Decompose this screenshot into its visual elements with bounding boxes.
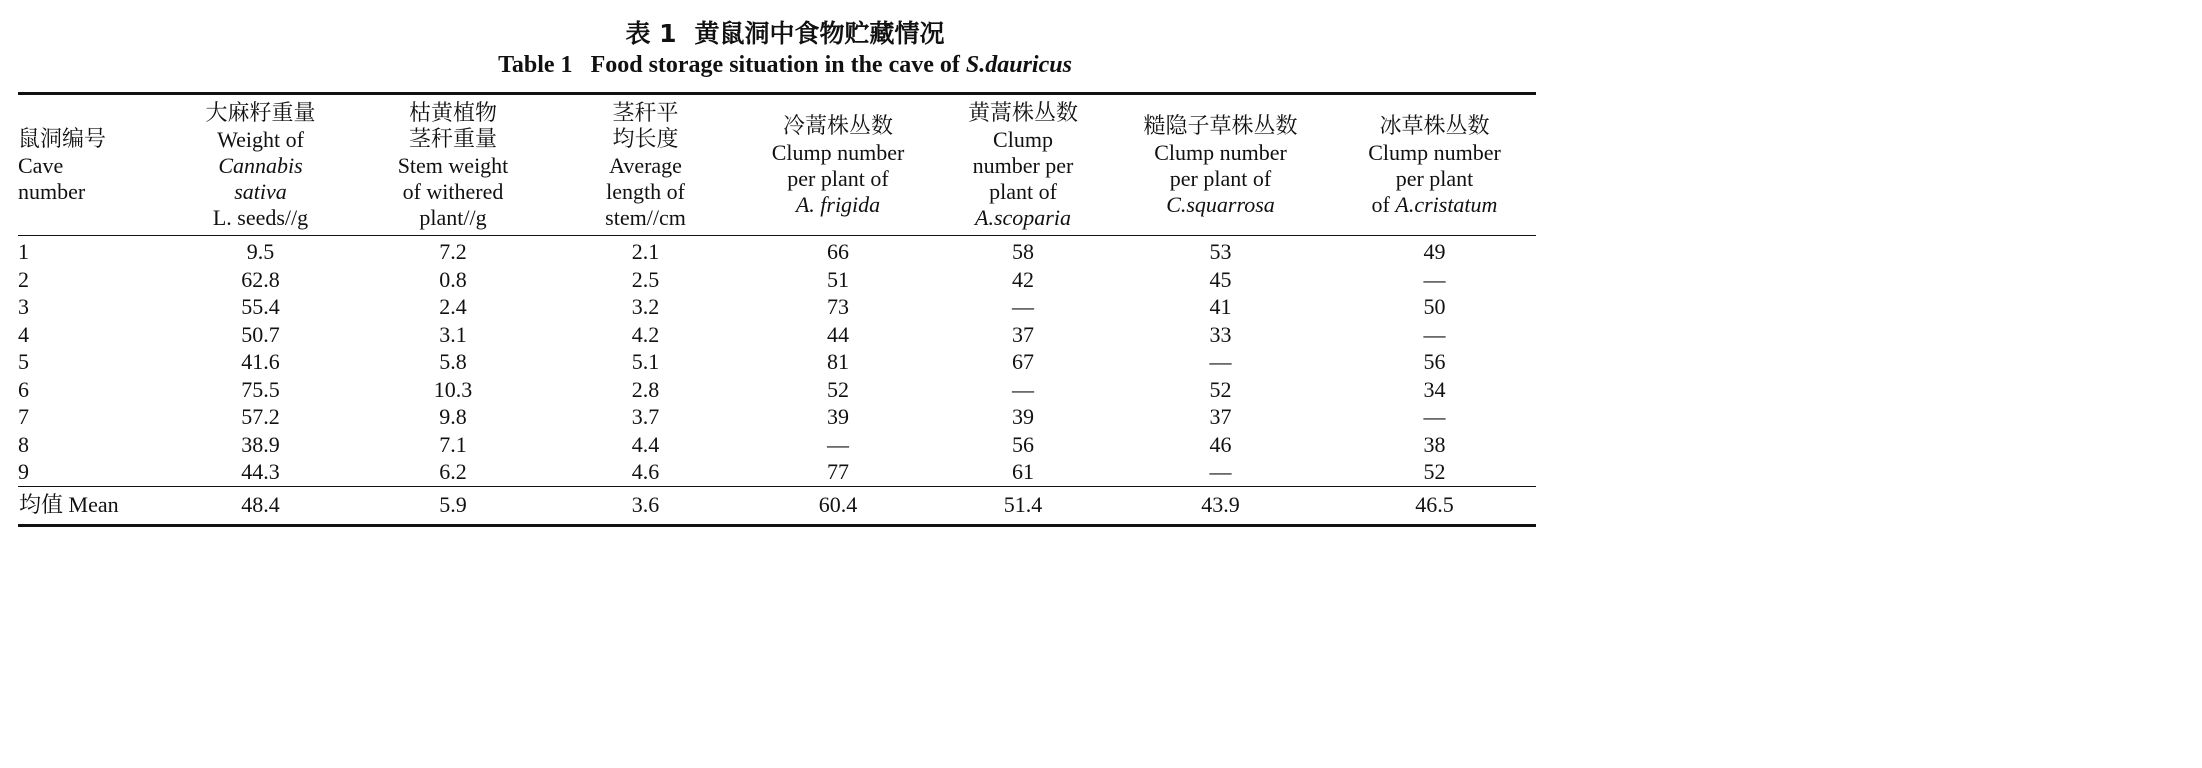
table-caption-species: S.dauricus bbox=[965, 52, 1072, 78]
table-cell: 45 bbox=[1209, 266, 1232, 292]
column-header-cn: 黄蒿株丛数 bbox=[967, 101, 1078, 126]
table-cell: 75.5 bbox=[241, 376, 280, 402]
table-cell: 56 bbox=[1012, 431, 1034, 457]
column-header-en: plant//g bbox=[419, 205, 487, 230]
table-cell: 4.4 bbox=[631, 431, 660, 457]
header-row bbox=[18, 94, 1536, 236]
table-row bbox=[18, 376, 1536, 404]
table-label-cn: 表 1 bbox=[625, 19, 677, 48]
table-cell: 3.2 bbox=[631, 294, 660, 319]
cave-number-cell: 1 bbox=[18, 239, 29, 264]
table-cell: — bbox=[827, 431, 849, 457]
table-row bbox=[18, 321, 1536, 349]
table-title-en bbox=[0, 52, 1570, 79]
table-row bbox=[18, 348, 1536, 376]
column-header-en: Clump number bbox=[771, 140, 905, 165]
table-cell: — bbox=[1423, 321, 1446, 347]
column-header-en: Average bbox=[609, 153, 682, 178]
table-cell: — bbox=[1423, 266, 1446, 292]
table-cell: — bbox=[1209, 459, 1232, 484]
column-header-en: Clump number bbox=[1368, 140, 1501, 165]
mean-value-cell: 5.9 bbox=[439, 492, 467, 517]
table-cell: 2.1 bbox=[631, 239, 660, 264]
column-header bbox=[18, 94, 168, 236]
table-caption-cn: 黄鼠洞中食物贮藏情况 bbox=[694, 19, 945, 48]
table-cell: — bbox=[1012, 376, 1034, 402]
column-header-en: length of bbox=[606, 179, 685, 204]
table-cell: 9.5 bbox=[246, 239, 275, 264]
table-row bbox=[18, 431, 1536, 459]
table-cell: 51 bbox=[827, 266, 849, 292]
mean-value-cell: 51.4 bbox=[1003, 492, 1043, 517]
column-header-en: number bbox=[18, 179, 86, 204]
column-header-en: L. seeds//g bbox=[212, 205, 309, 230]
table-cell: 73 bbox=[827, 294, 849, 319]
table-cell: 0.8 bbox=[439, 266, 467, 292]
column-header-cn: 鼠洞编号 bbox=[18, 127, 107, 152]
table-cell: 10.3 bbox=[433, 376, 473, 402]
column-header-en: Weight of bbox=[217, 127, 304, 152]
data-table bbox=[18, 92, 1536, 527]
column-header-cn: 枯黄植物 bbox=[408, 101, 497, 126]
table-cell: 42 bbox=[1012, 266, 1034, 292]
cave-number-cell: 5 bbox=[18, 349, 29, 374]
table-cell: 5.1 bbox=[631, 349, 660, 374]
table-body bbox=[18, 236, 1536, 487]
column-header-en: stem//cm bbox=[605, 205, 686, 230]
column-header-en: per plant of bbox=[787, 166, 889, 191]
table-cell: 2.5 bbox=[631, 266, 660, 292]
table-cell: 7.2 bbox=[439, 239, 467, 264]
cave-number-cell: 3 bbox=[18, 294, 29, 319]
table-cell: 39 bbox=[1012, 404, 1034, 429]
table-cell: 5.8 bbox=[439, 349, 467, 374]
column-header bbox=[353, 94, 553, 236]
table-cell: 37 bbox=[1012, 321, 1034, 347]
column-header-species: sativa bbox=[234, 179, 287, 204]
table-cell: — bbox=[1209, 349, 1232, 374]
column-header bbox=[938, 94, 1108, 236]
mean-label-cell bbox=[18, 486, 168, 525]
table-title-cn bbox=[0, 14, 1570, 50]
table-cell: 49 bbox=[1423, 239, 1446, 264]
table-cell: 44 bbox=[827, 321, 849, 347]
column-header-species: C.squarrosa bbox=[1166, 192, 1275, 217]
table-cell: 37 bbox=[1209, 404, 1232, 429]
column-header-en: of A.cristatum bbox=[1371, 192, 1498, 217]
column-header-en: Clump bbox=[993, 127, 1053, 152]
column-header-cn: 冰草株丛数 bbox=[1379, 114, 1490, 139]
table-cell: 2.8 bbox=[631, 376, 660, 402]
table-cell: 66 bbox=[827, 239, 849, 264]
table-cell: 52 bbox=[827, 376, 849, 402]
cave-number-cell: 2 bbox=[18, 266, 29, 292]
column-header-cn: 冷蒿株丛数 bbox=[782, 114, 893, 139]
mean-value-cell: 60.4 bbox=[818, 492, 858, 517]
column-header-cn: 均长度 bbox=[612, 127, 679, 152]
table-cell: 3.7 bbox=[631, 404, 660, 429]
table-cell: — bbox=[1012, 294, 1034, 319]
table-cell: 41.6 bbox=[241, 349, 280, 374]
table-label-en: Table 1 bbox=[498, 52, 573, 78]
table-cell: 57.2 bbox=[241, 404, 280, 429]
table-cell: 53 bbox=[1209, 239, 1232, 264]
table-cell: 34 bbox=[1423, 376, 1446, 402]
table-cell: 50 bbox=[1423, 294, 1446, 319]
cave-number-cell: 9 bbox=[18, 459, 29, 484]
table-cell: 52 bbox=[1209, 376, 1232, 402]
table-cell: 44.3 bbox=[241, 459, 280, 484]
table-cell: 4.2 bbox=[631, 321, 660, 347]
table-row bbox=[18, 236, 1536, 266]
column-header bbox=[1333, 94, 1536, 236]
mean-row bbox=[18, 486, 1536, 525]
cave-number-cell: 6 bbox=[18, 376, 29, 402]
table-row bbox=[18, 403, 1536, 431]
mean-label-en: Mean bbox=[68, 491, 119, 517]
mean-value-cell: 46.5 bbox=[1415, 492, 1454, 517]
table-cell: 3.1 bbox=[439, 321, 467, 347]
table-caption-en: Food storage situation in the cave of bbox=[590, 52, 960, 78]
column-header bbox=[738, 94, 938, 236]
table-cell: 67 bbox=[1012, 349, 1034, 374]
table-cell: 46 bbox=[1209, 431, 1232, 457]
table-cell: 6.2 bbox=[439, 459, 467, 484]
table-cell: 61 bbox=[1012, 459, 1034, 484]
table-cell: 9.8 bbox=[439, 404, 467, 429]
column-header-species: A. frigida bbox=[795, 192, 881, 217]
cave-number-cell: 4 bbox=[18, 321, 29, 347]
table-cell: 62.8 bbox=[241, 266, 280, 292]
mean-value-cell: 43.9 bbox=[1201, 492, 1240, 517]
table-cell: 56 bbox=[1423, 349, 1446, 374]
column-header bbox=[1108, 94, 1333, 236]
column-header-cn: 大麻籽重量 bbox=[205, 101, 316, 126]
table-cell: 39 bbox=[827, 404, 849, 429]
column-header-cn: 茎秆重量 bbox=[408, 127, 497, 152]
table-cell: — bbox=[1423, 404, 1446, 429]
column-header-en: Cave bbox=[18, 153, 64, 178]
mean-value-cell: 3.6 bbox=[631, 492, 660, 517]
column-header-cn: 茎秆平 bbox=[612, 101, 679, 126]
table-cell: 2.4 bbox=[439, 294, 467, 319]
column-header-en: per plant of bbox=[1169, 166, 1272, 191]
column-header-en: plant of bbox=[989, 179, 1057, 204]
column-header-species: A.cristatum bbox=[1395, 192, 1498, 217]
column-header-en: Stem weight bbox=[397, 153, 509, 178]
cave-number-cell: 8 bbox=[18, 431, 29, 457]
table-cell: 38.9 bbox=[241, 431, 280, 457]
column-header bbox=[168, 94, 353, 236]
table-cell: 41 bbox=[1209, 294, 1232, 319]
column-header bbox=[553, 94, 738, 236]
table-row bbox=[18, 293, 1536, 321]
column-header-species: Cannabis bbox=[218, 153, 303, 178]
table-cell: 81 bbox=[827, 349, 849, 374]
table-row bbox=[18, 266, 1536, 294]
mean-value-cell: 48.4 bbox=[241, 492, 280, 517]
table-cell: 52 bbox=[1423, 459, 1446, 484]
cave-number-cell: 7 bbox=[18, 404, 29, 429]
table-cell: 77 bbox=[827, 459, 849, 484]
table-cell: 55.4 bbox=[241, 294, 280, 319]
table-cell: 38 bbox=[1423, 431, 1446, 457]
column-header-en: per plant bbox=[1395, 166, 1474, 191]
table-cell: 7.1 bbox=[439, 431, 467, 457]
column-header-en: of withered bbox=[402, 179, 504, 204]
table-row bbox=[18, 458, 1536, 486]
column-header-cn: 糙隐子草株丛数 bbox=[1143, 114, 1298, 139]
table-cell: 33 bbox=[1209, 321, 1232, 347]
table-cell: 4.6 bbox=[631, 459, 660, 484]
table-cell: 58 bbox=[1012, 239, 1034, 264]
column-header-en: number per bbox=[972, 153, 1074, 178]
column-header-species: A.scoparia bbox=[975, 205, 1071, 230]
table-cell: 50.7 bbox=[241, 321, 280, 347]
mean-label-cn: 均值 bbox=[19, 492, 64, 518]
column-header-en: Clump number bbox=[1154, 140, 1287, 165]
